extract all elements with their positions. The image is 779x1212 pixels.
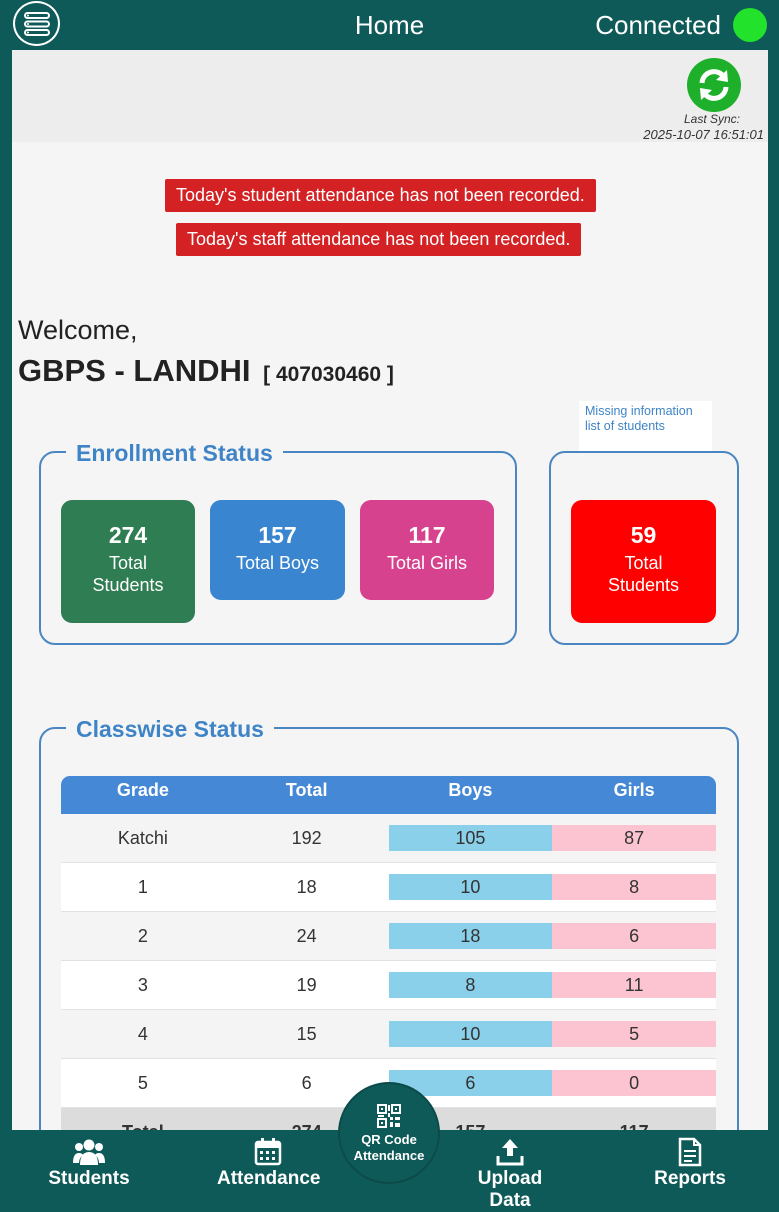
total-cell: 6: [301, 1072, 312, 1093]
grade-cell: 1: [137, 876, 148, 897]
girls-cell: 8: [552, 874, 716, 900]
grade-cell: 2: [137, 925, 148, 946]
table-row: [61, 1010, 716, 1059]
total-students-label: Total Students: [92, 553, 164, 595]
total-cell: 24: [296, 925, 317, 946]
grade-cell: 3: [137, 974, 148, 995]
enrollment-status-title: Enrollment Status: [66, 440, 283, 467]
column-header-total: Total: [285, 780, 328, 800]
boys-cell: 6: [389, 1070, 553, 1096]
page-title: Home: [354, 10, 425, 40]
last-sync-timestamp: 2025-10-07 16:51:01: [643, 127, 764, 142]
upload-icon: [496, 1138, 524, 1166]
girls-cell: 5: [552, 1021, 716, 1047]
boys-cell: 10: [389, 1021, 553, 1047]
girls-cell: 87: [552, 825, 716, 851]
total-students-card[interactable]: [61, 500, 195, 623]
column-header-grade: Grade: [116, 780, 169, 800]
grade-cell: Katchi: [117, 827, 168, 848]
classwise-status-title: Classwise Status: [66, 716, 274, 743]
table-header: [61, 776, 716, 814]
top-app-bar: [0, 0, 779, 50]
girls-cell: 6: [552, 923, 716, 949]
boys-cell: 18: [389, 923, 553, 949]
calendar-icon: [254, 1138, 282, 1166]
sync-strip: [12, 50, 768, 142]
nav-reports[interactable]: [652, 1138, 728, 1190]
nav-attendance-label: Attendance: [217, 1168, 321, 1189]
table-row: [61, 912, 716, 961]
column-header-girls: Girls: [613, 780, 655, 800]
total-boys-value: 157: [258, 522, 297, 548]
total-girls-value: 117: [408, 522, 446, 548]
qr-code-icon: [377, 1104, 401, 1128]
sync-button[interactable]: [687, 58, 741, 112]
boys-cell: 105: [389, 825, 553, 851]
total-cell: 15: [296, 1023, 317, 1044]
girls-cell: 0: [552, 1070, 716, 1096]
main-content[interactable]: [12, 50, 768, 1130]
total-students-value: 274: [108, 522, 148, 548]
missing-students-label: Total Students: [607, 553, 680, 595]
grade-cell: 5: [137, 1072, 148, 1093]
last-sync-label: Last Sync:: [683, 112, 740, 126]
nav-attendance[interactable]: [217, 1138, 319, 1190]
boys-cell: 8: [389, 972, 553, 998]
missing-students-value: 59: [630, 522, 657, 548]
total-cell: 18: [296, 876, 317, 897]
qr-label-line1: QR Code: [361, 1132, 417, 1147]
school-name: [18, 353, 394, 389]
users-group-icon: [73, 1138, 105, 1166]
total-boys-label: Total Boys: [235, 553, 320, 573]
total-cell: 19: [296, 974, 317, 995]
boys-cell: 10: [389, 874, 553, 900]
total-girls-card[interactable]: [360, 500, 494, 600]
table-row: [61, 863, 716, 912]
student-attendance-alert: Today's student attendance has not been recorded.: [165, 179, 596, 212]
connection-indicator-icon: [733, 8, 767, 42]
total-cell: 192: [291, 827, 322, 848]
nav-reports-label: Reports: [654, 1168, 726, 1189]
table-row: [61, 814, 716, 863]
school-name-text: GBPS - LANDHI: [18, 353, 251, 388]
qr-code-attendance-button[interactable]: [340, 1084, 438, 1182]
connection-status: Connected: [595, 10, 721, 40]
report-document-icon: [677, 1138, 703, 1166]
school-emis-code: [ 407030460 ]: [263, 363, 394, 386]
staff-attendance-alert: Today's staff attendance has not been recorded.: [176, 223, 581, 256]
welcome-text: Welcome,: [18, 315, 138, 345]
missing-info-note[interactable]: Missing information list of students: [579, 401, 712, 451]
nav-students-label: Students: [48, 1168, 130, 1189]
nav-upload-data[interactable]: [455, 1138, 565, 1212]
qr-label-line2: Attendance: [353, 1148, 425, 1163]
sync-icon: [695, 66, 733, 104]
grade-cell: 4: [137, 1023, 148, 1044]
table-row: [61, 961, 716, 1010]
nav-students[interactable]: [48, 1138, 130, 1190]
total-girls-label: Total Girls: [386, 553, 467, 573]
nav-upload-label: Upload Data: [477, 1168, 543, 1211]
girls-cell: 11: [552, 972, 716, 998]
column-header-boys: Boys: [448, 780, 493, 800]
missing-students-card[interactable]: [571, 500, 716, 623]
total-boys-card[interactable]: [210, 500, 345, 600]
